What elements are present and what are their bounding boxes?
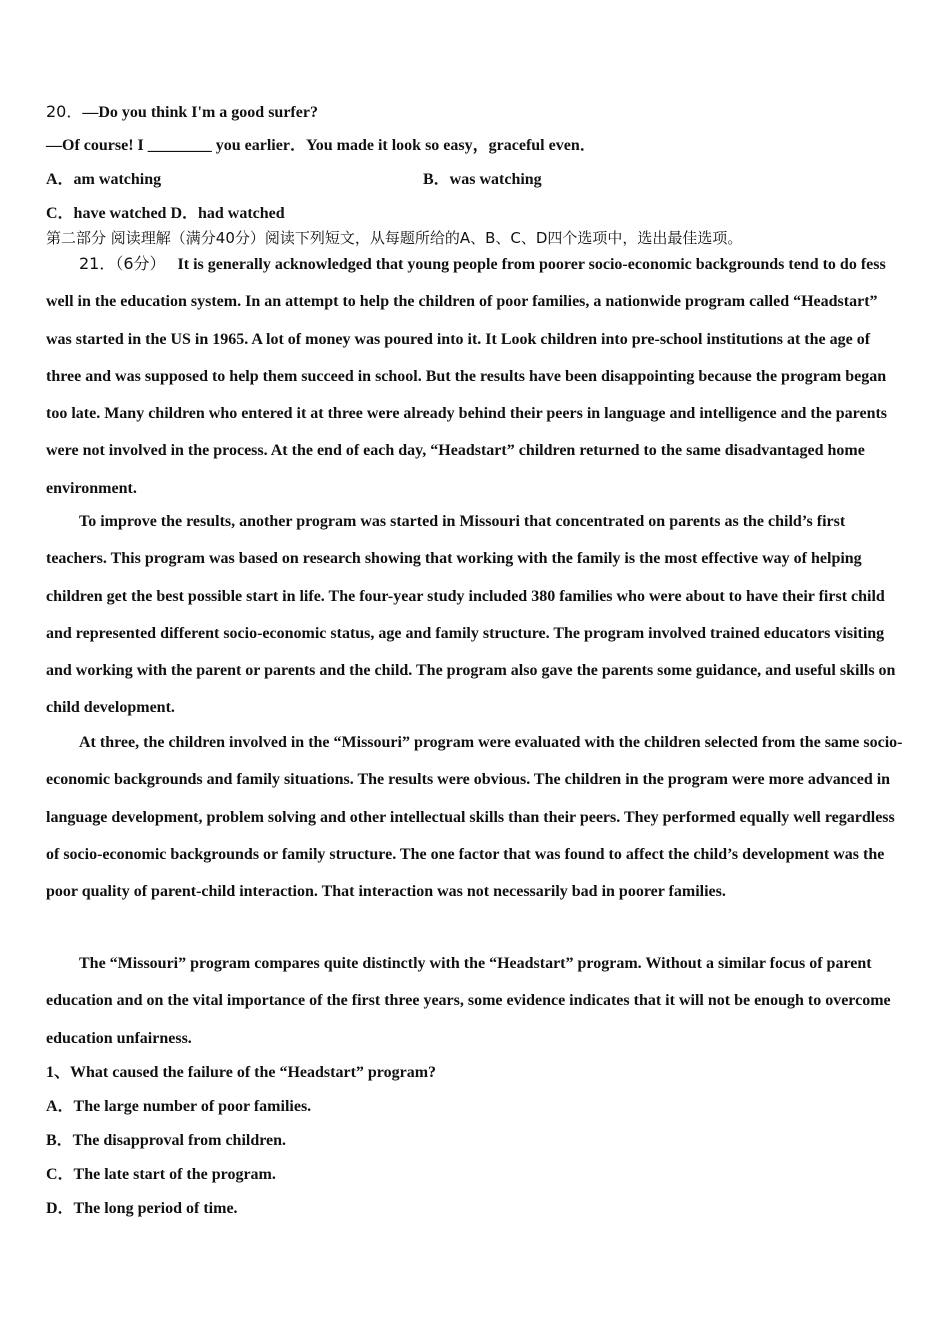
- q20-options-cd: C．have watched D．had watched: [46, 205, 285, 222]
- q20-prompt: —Do you think I'm a good surfer?: [82, 104, 318, 121]
- q20-prompt-line: [46, 102, 318, 123]
- q20-number: 20．: [46, 102, 83, 121]
- q21-sub1-option-d: D．The long period of time.: [46, 1200, 238, 1217]
- q21-sub1-question: 1、What caused the failure of the “Headstart” program?: [46, 1064, 437, 1081]
- q20-option-a: A．am watching: [46, 171, 162, 188]
- q20-reply: —Of course! I ________ you earlier．You made it look so easy，graceful even．: [46, 137, 596, 154]
- q21-paragraph-3: At three, the children involved in the “Missouri” program were evaluated with the children selected from the same socio-economic backgrounds and family situations. The results were obvious. The children in the program were more advanced in language development, problem solving and other intellectual skills than their peers. They performed equally well regardless of socio-economic backgrounds or family structure. The one factor that was found to affect the child’s development was the poor quality of parent-child interaction. That interaction was not necessarily bad in poorer families.: [46, 734, 903, 901]
- q20-option-b: B．was watching: [423, 171, 542, 188]
- q21-paragraph-1: [46, 245, 904, 507]
- q21-paragraph-2: To improve the results, another program was started in Missouri that concentrated on parents as the child’s first teachers. This program was based on research showing that working with the family is the most effective way of helping children get the best possible start in life. The four-year study included 380 families who were about to have their first child and represented different socio-economic status, age and family structure. The program involved trained educators visiting and working with the parent or parents and the child. The program also gave the parents some guidance, and useful skills on child development.: [46, 513, 896, 717]
- q21-sub1-option-c: C．The late start of the program.: [46, 1166, 276, 1183]
- q21-sub1-option-b: B．The disapproval from children.: [46, 1132, 287, 1149]
- section-heading: 第二部分 阅读理解（满分40分）阅读下列短文，从每题所给的A、B、C、D四个选项中，选出最佳选项。: [46, 229, 743, 247]
- q20-options-ab: [46, 170, 906, 190]
- q21-paragraph-4: The “Missouri” program compares quite distinctly with the “Headstart” program. Without a similar focus of parent education and on the vital importance of the first three years, some evidence indicates that it will not be enough to overcome education unfairness.: [46, 955, 891, 1047]
- q21-number: 21．（6分）: [79, 254, 166, 273]
- q21-sub1-option-a: A．The large number of poor families.: [46, 1098, 312, 1115]
- q21-paragraph-1-text: It is generally acknowledged that young people from poorer socio-economic backgrounds tend to do fess well in the education system. In an attempt to help the children of poor families, a nationwide program called “Headstart” was started in the US in 1965. A lot of money was poured into it. It Look children into pre-school institutions at the age of three and was supposed to help them succeed in school. But the results have been disappointing because the program began too late. Many children who entered it at three were already behind their peers in language and intelligence and the parents were not involved in the process. At the end of each day, “Headstart” children returned to the same disadvantaged home environment.: [46, 256, 888, 497]
